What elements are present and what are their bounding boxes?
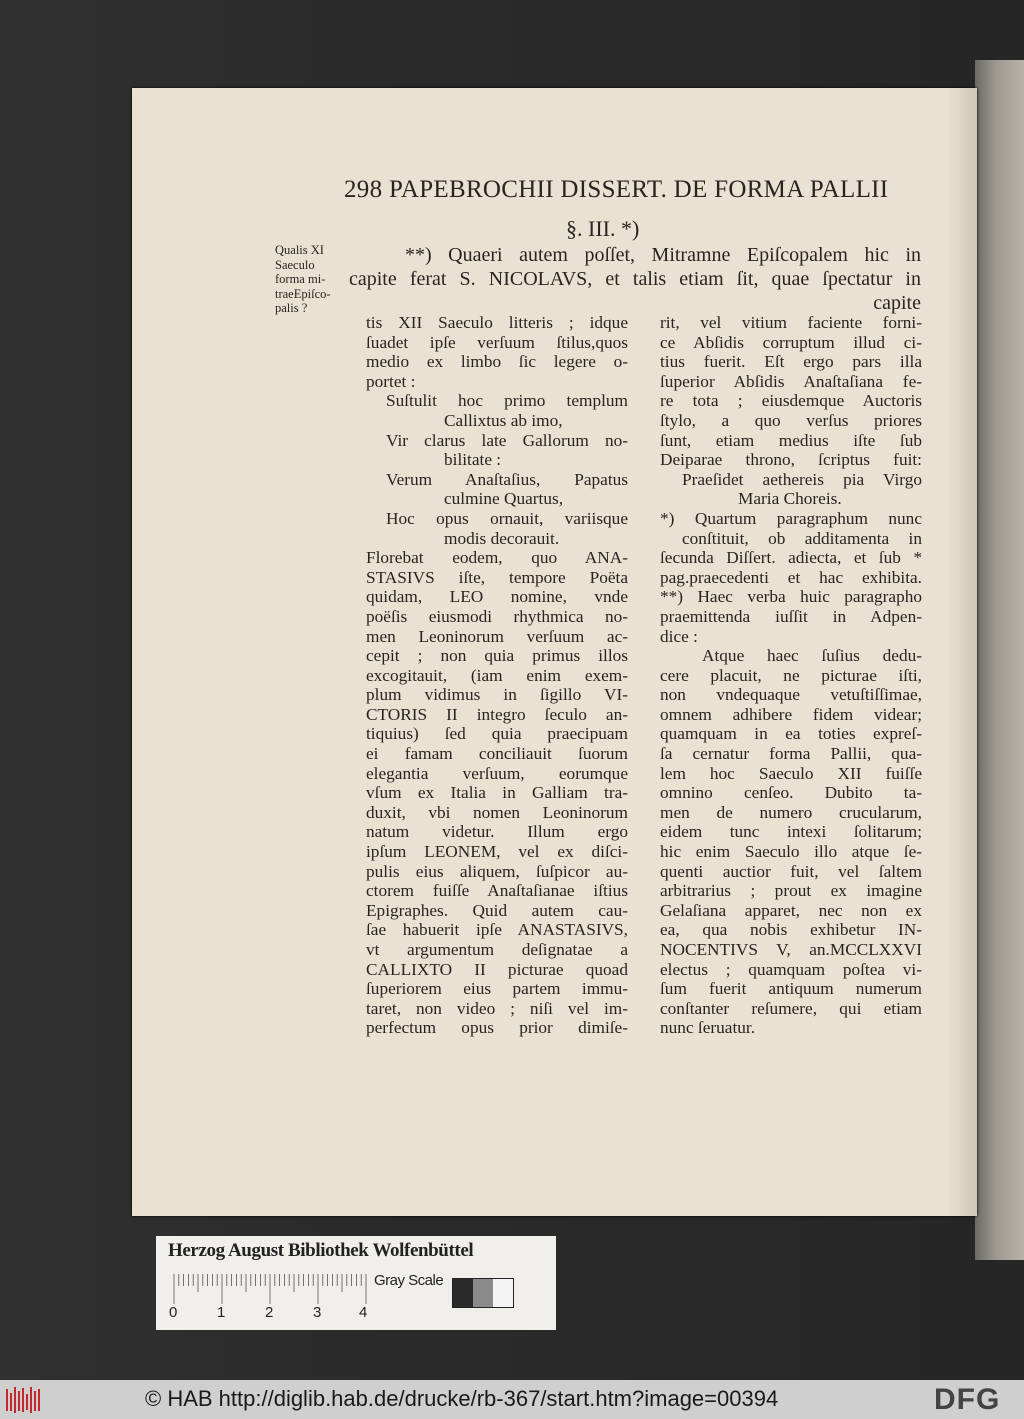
text-line: ctorem fuiſſe Anaſtaſianae iſtius bbox=[366, 881, 628, 901]
text-line: Gelaſiana apparet, nec non ex bbox=[660, 900, 922, 920]
text-line: **) Haec verba huic paragrapho bbox=[660, 587, 922, 607]
text-line: STASIVS iſte, tempore Poëta bbox=[366, 567, 628, 587]
gray-scale-label: Gray Scale bbox=[374, 1272, 444, 1289]
color-scale-card bbox=[156, 1236, 556, 1330]
text-line: cere placuit, ne picturae iſti, bbox=[660, 665, 922, 685]
text-line: cepit ; non quia primus illos bbox=[366, 646, 628, 666]
text-line: quenti auctior fuit, vel ſaltem bbox=[660, 861, 922, 881]
catchword: capite bbox=[873, 292, 921, 314]
text-line: ſuadet ipſe verſuum ſtilus,quos bbox=[366, 332, 628, 352]
text-line: Verum Anaſtaſius, Papatus bbox=[386, 469, 628, 489]
library-name: Herzog August Bibliothek Wolfenbüttel bbox=[168, 1240, 474, 1261]
gray-swatch-mid bbox=[473, 1279, 493, 1307]
text-line: tis XII Saeculo litteris ; idque bbox=[366, 313, 628, 332]
text-line: ea, qua nobis exhibetur IN- bbox=[660, 920, 922, 940]
text-line: ſunt, etiam medius iſte ſub bbox=[660, 430, 922, 450]
ruler-number: 2 bbox=[265, 1304, 274, 1321]
hab-logo-icon bbox=[4, 1385, 44, 1415]
text-line: NOCENTIVS V, an.MCCLXXVI bbox=[660, 940, 922, 959]
running-title: 298 PAPEBROCHII DISSERT. DE FORMA PALLII bbox=[344, 176, 889, 203]
text-line: elegantia verſuum, eorumque bbox=[366, 763, 628, 783]
marginal-note-line: Saeculo bbox=[275, 257, 315, 272]
section-heading: §. III. *) bbox=[566, 216, 640, 241]
text-line: Callixtus ab imo, bbox=[444, 410, 563, 430]
right-column bbox=[660, 313, 922, 1038]
text-line: omnem adhibere fidem videar; bbox=[660, 704, 922, 724]
text-line: omnino cenſeo. Dubito ta- bbox=[660, 783, 922, 803]
text-line: culmine Quartus, bbox=[444, 489, 564, 509]
text-line: lem hoc Saeculo XII fuiſſe bbox=[660, 763, 922, 783]
text-line: dice : bbox=[660, 626, 698, 646]
copyright-link[interactable]: © HAB http://diglib.hab.de/drucke/rb-367/start.htm?image=00394 bbox=[145, 1386, 779, 1411]
text-line: pulis eius aliquem, ſuſpicor au- bbox=[366, 861, 628, 881]
text-line: natum videtur. Illum ergo bbox=[366, 822, 628, 842]
text-line: praemittenda iuſſit in Adpen- bbox=[660, 606, 922, 626]
text-line: poëſis eiusmodi rhythmica no- bbox=[366, 606, 628, 626]
text-line: ipſum LEONEM, vel ex diſci- bbox=[366, 842, 628, 862]
text-line: hic enim Saeculo illo atque ſe- bbox=[660, 842, 922, 862]
text-line: perfectum opus prior dimiſe- bbox=[366, 1018, 628, 1038]
marginal-note-line: Qualis XI bbox=[275, 243, 324, 257]
text-line: **) Quaeri autem poſſet, Mitramne Epiſcopalem hic in bbox=[405, 244, 921, 266]
ruler-number: 4 bbox=[359, 1304, 368, 1321]
text-line: ſum fuerit antiquum numerum bbox=[660, 979, 922, 999]
gray-swatch-light bbox=[493, 1279, 513, 1307]
marginal-note bbox=[275, 243, 345, 316]
ruler-icon bbox=[172, 1274, 372, 1304]
text-line: re tota ; eiusdemque Auctoris bbox=[660, 391, 922, 411]
marginal-note-line: palis ? bbox=[275, 301, 308, 315]
footer-bar bbox=[0, 1380, 1024, 1419]
ruler-number: 0 bbox=[169, 1304, 178, 1321]
text-line: tius fuerit. Eſt ergo pars illa bbox=[660, 352, 922, 372]
gray-scale-swatches bbox=[452, 1278, 514, 1308]
text-line: tiquius) ſed quia praecipuam bbox=[366, 724, 628, 744]
text-line: Atque haec ſuſius dedu- bbox=[702, 646, 922, 666]
text-line: taret, non video ; niſi vel im- bbox=[366, 998, 628, 1018]
text-line: plum vidimus in ſigillo VI- bbox=[366, 685, 628, 705]
text-line: arbitrarius ; prout ex imagine bbox=[660, 881, 922, 901]
text-line: Hoc opus ornauit, variisque bbox=[386, 508, 628, 528]
text-line: vſum ex Italia in Galliam tra- bbox=[366, 783, 628, 803]
text-line: ſa cernatur forma Pallii, qua- bbox=[660, 744, 922, 764]
ruler-number: 3 bbox=[313, 1304, 322, 1321]
text-line: Florebat eodem, quo ANA- bbox=[366, 548, 628, 568]
left-column bbox=[366, 313, 628, 1038]
text-line: non vndequaque vetuſtiſſimae, bbox=[660, 685, 922, 705]
text-line: nunc ſeruatur. bbox=[660, 1018, 756, 1038]
marginal-note-line: traeEpiſco- bbox=[275, 286, 331, 301]
text-line: *) Quartum paragraphum nunc bbox=[660, 508, 922, 528]
text-line: ſuperior Abſidis Anaſtaſiana fe- bbox=[660, 371, 922, 391]
text-line: eidem tunc intexi ſolitarum; bbox=[660, 822, 922, 842]
text-line: ei famam conciliauit ſuorum bbox=[366, 744, 628, 764]
text-line: Maria Choreis. bbox=[738, 489, 842, 509]
text-line: ſuperiorem eius partem immu- bbox=[366, 979, 628, 999]
text-line: ſtylo, a quo verſus priores bbox=[660, 410, 922, 430]
text-line: Epigraphes. Quid autem cau- bbox=[366, 900, 628, 920]
text-line: CALLIXTO II picturae quoad bbox=[366, 959, 628, 979]
text-line: men de numero crucularum, bbox=[660, 802, 922, 822]
text-line: modis decorauit. bbox=[444, 528, 560, 548]
text-line: men Leoninorum verſuum ac- bbox=[366, 626, 628, 646]
text-line: medio ex limbo ſic legere o- bbox=[366, 352, 628, 372]
text-line: CTORIS II integro ſeculo an- bbox=[366, 704, 628, 724]
dfg-logo: DFG bbox=[934, 1383, 1001, 1416]
text-line: quidam, LEO nomine, vnde bbox=[366, 587, 628, 607]
text-line: ſae habuerit ipſe ANASTASIVS, bbox=[366, 920, 628, 940]
text-line: conſtanter reſumere, qui etiam bbox=[660, 998, 922, 1018]
gray-swatch-dark bbox=[453, 1279, 473, 1307]
text-line: conſtituit, ob additamenta in bbox=[682, 528, 922, 548]
next-page-edge bbox=[975, 60, 1024, 1260]
intro-paragraph bbox=[349, 243, 921, 315]
text-line: vt argumentum deſignatae a bbox=[366, 940, 628, 959]
text-line: ce Abſidis corruptum illud ci- bbox=[660, 332, 922, 352]
text-line: bilitate : bbox=[444, 450, 502, 470]
text-line: capite ferat S. NICOLAVS, et talis etiam ſit, quae ſpectatur in bbox=[349, 268, 921, 290]
text-line: excogitauit, (iam enim exem- bbox=[366, 665, 628, 685]
text-line: electus ; quamquam poſtea vi- bbox=[660, 959, 922, 979]
text-line: pag.praecedenti et hac exhibita. bbox=[660, 567, 922, 587]
text-line: Vir clarus late Gallorum no- bbox=[386, 430, 628, 450]
text-line: quamquam in ea toties expreſ- bbox=[660, 724, 922, 744]
marginal-note-line: forma mi- bbox=[275, 272, 326, 286]
text-line: portet : bbox=[366, 371, 416, 391]
text-line: rit, vel vitium faciente forni- bbox=[660, 313, 922, 332]
text-line: ſecunda Diſſert. adiecta, et ſub * bbox=[660, 548, 922, 568]
text-line: Suſtulit hoc primo templum bbox=[386, 391, 628, 411]
text-line: duxit, vbi nomen Leoninorum bbox=[366, 802, 628, 822]
text-line: Deiparae throno, ſcriptus fuit: bbox=[660, 450, 922, 470]
text-line: Praeſidet aethereis pia Virgo bbox=[682, 469, 922, 489]
ruler-number: 1 bbox=[217, 1304, 226, 1321]
